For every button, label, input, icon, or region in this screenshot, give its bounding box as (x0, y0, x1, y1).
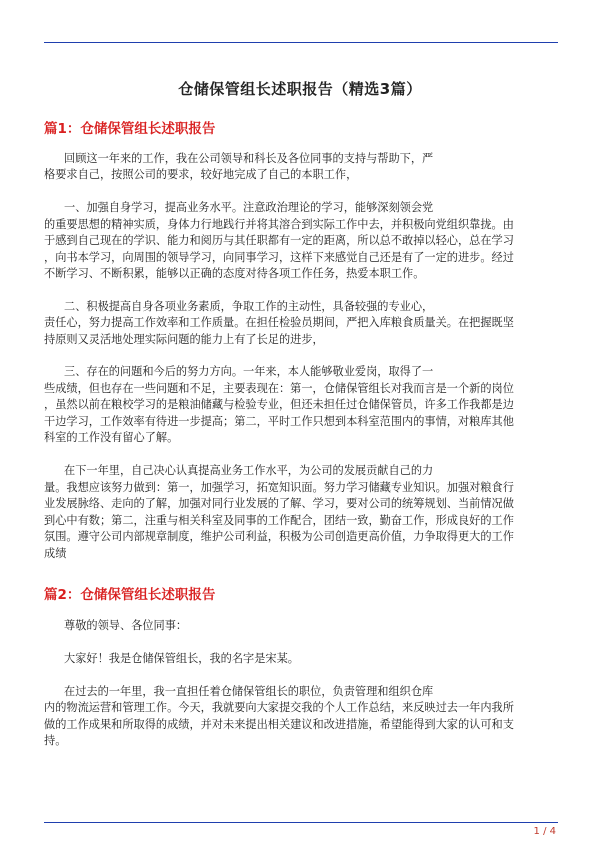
section-heading-2: 篇2：仓储保管组长述职报告 (44, 587, 216, 603)
paragraph-line: 量。我想应该努力做到：第一，加强学习，拓宽知识面。努力学习储藏专业知识。加强对粮食行 (44, 481, 514, 494)
paragraph-line: 在过去的一年里，我一直担任着仓储保管组长的职位，负责管理和组织仓库 (64, 685, 434, 698)
paragraph-line: ，向书本学习，向周围的领导学习，向同事学习，这样下来感觉自己还是有了一定的进步。经过 (44, 251, 514, 264)
page-number: 1 / 4 (533, 826, 556, 837)
paragraph-line: 成绩 (44, 547, 67, 560)
paragraph-line: 在下一年里，自己决心认真提高业务工作水平，为公司的发展贡献自己的力 (64, 464, 434, 477)
paragraph-line: 回顾这一年来的工作，我在公司领导和科长及各位同事的支持与帮助下，严 (64, 152, 434, 165)
paragraph-line: 持。 (44, 734, 67, 747)
paragraph-line: 内的物流运营和管理工作。今天，我就要向大家提交我的个人工作总结，来反映过去一年内我所 (44, 701, 514, 714)
paragraph-line: 二、积极提高自身各项业务素质，争取工作的主动性，具备较强的专业心， (64, 300, 434, 313)
paragraph-line: 不断学习、不断积累，能够以正确的态度对待各项工作任务，热爱本职工作。 (44, 267, 425, 280)
paragraph-line: 格要求自己，按照公司的要求，较好地完成了自己的本职工作， (44, 168, 358, 181)
paragraph-line: 尊敬的领导、各位同事： (64, 619, 188, 632)
paragraph-line: 些成绩，但也存在一些问题和不足，主要表现在：第一，仓储保管组长对我而言是一个新的岗位 (44, 382, 514, 395)
paragraph-line: 持原则又灵活地处理实际问题的能力上有了长足的进步， (44, 333, 324, 346)
paragraph-line: 做的工作成果和所取得的成绩，并对未来提出相关建议和改进措施，希望能得到大家的认可和支 (44, 718, 514, 731)
paragraph-line: 干边学习，工作效率有待进一步提高；第二，平时工作只想到本科室范围内的事情，对粮库其他 (44, 415, 514, 428)
header-rule (44, 42, 558, 43)
section-heading-1: 篇1：仓储保管组长述职报告 (44, 121, 216, 137)
paragraph-line: 到心中有数；第二，注重与相关科室及同事的工作配合，团结一致，勤奋工作，形成良好的工作 (44, 514, 514, 527)
paragraph-line: 责任心，努力提高工作效率和工作质量。在担任检验员期间，严把入库粮食质量关。在把握既坚 (44, 316, 514, 329)
paragraph-line: 大家好！我是仓储保管组长，我的名字是宋某。 (64, 652, 299, 665)
paragraph-line: 氛围。遵守公司内部规章制度，维护公司利益，积极为公司创造更高价值，力争取得更大的工作 (44, 530, 514, 543)
paragraph-line: ，虽然以前在粮校学习的是粮油储藏与检验专业，但还未担任过仓储保管员，许多工作我都是边 (44, 398, 514, 411)
paragraph-line: 一、加强自身学习，提高业务水平。注意政治理论的学习，能够深刻领会党 (64, 201, 434, 214)
paragraph-line: 三、存在的问题和今后的努力方向。一年来，本人能够敬业爱岗，取得了一 (64, 365, 434, 378)
footer-rule (44, 822, 558, 823)
paragraph-line: 于感到自己现在的学识、能力和阅历与其任职都有一定的距离，所以总不敢掉以轻心，总在学习 (44, 234, 514, 247)
document-title: 仓储保管组长述职报告（精选3篇） (178, 80, 422, 98)
paragraph-line: 科室的工作没有留心了解。 (44, 431, 179, 444)
paragraph-line: 的重要思想的精神实质，身体力行地践行并将其溶合到实际工作中去，并积极向党组织靠拢。由 (44, 218, 514, 231)
paragraph-line: 业发展脉络、走向的了解，加强对同行业发展的了解、学习，要对公司的统筹规划、当前情况做 (44, 497, 514, 510)
